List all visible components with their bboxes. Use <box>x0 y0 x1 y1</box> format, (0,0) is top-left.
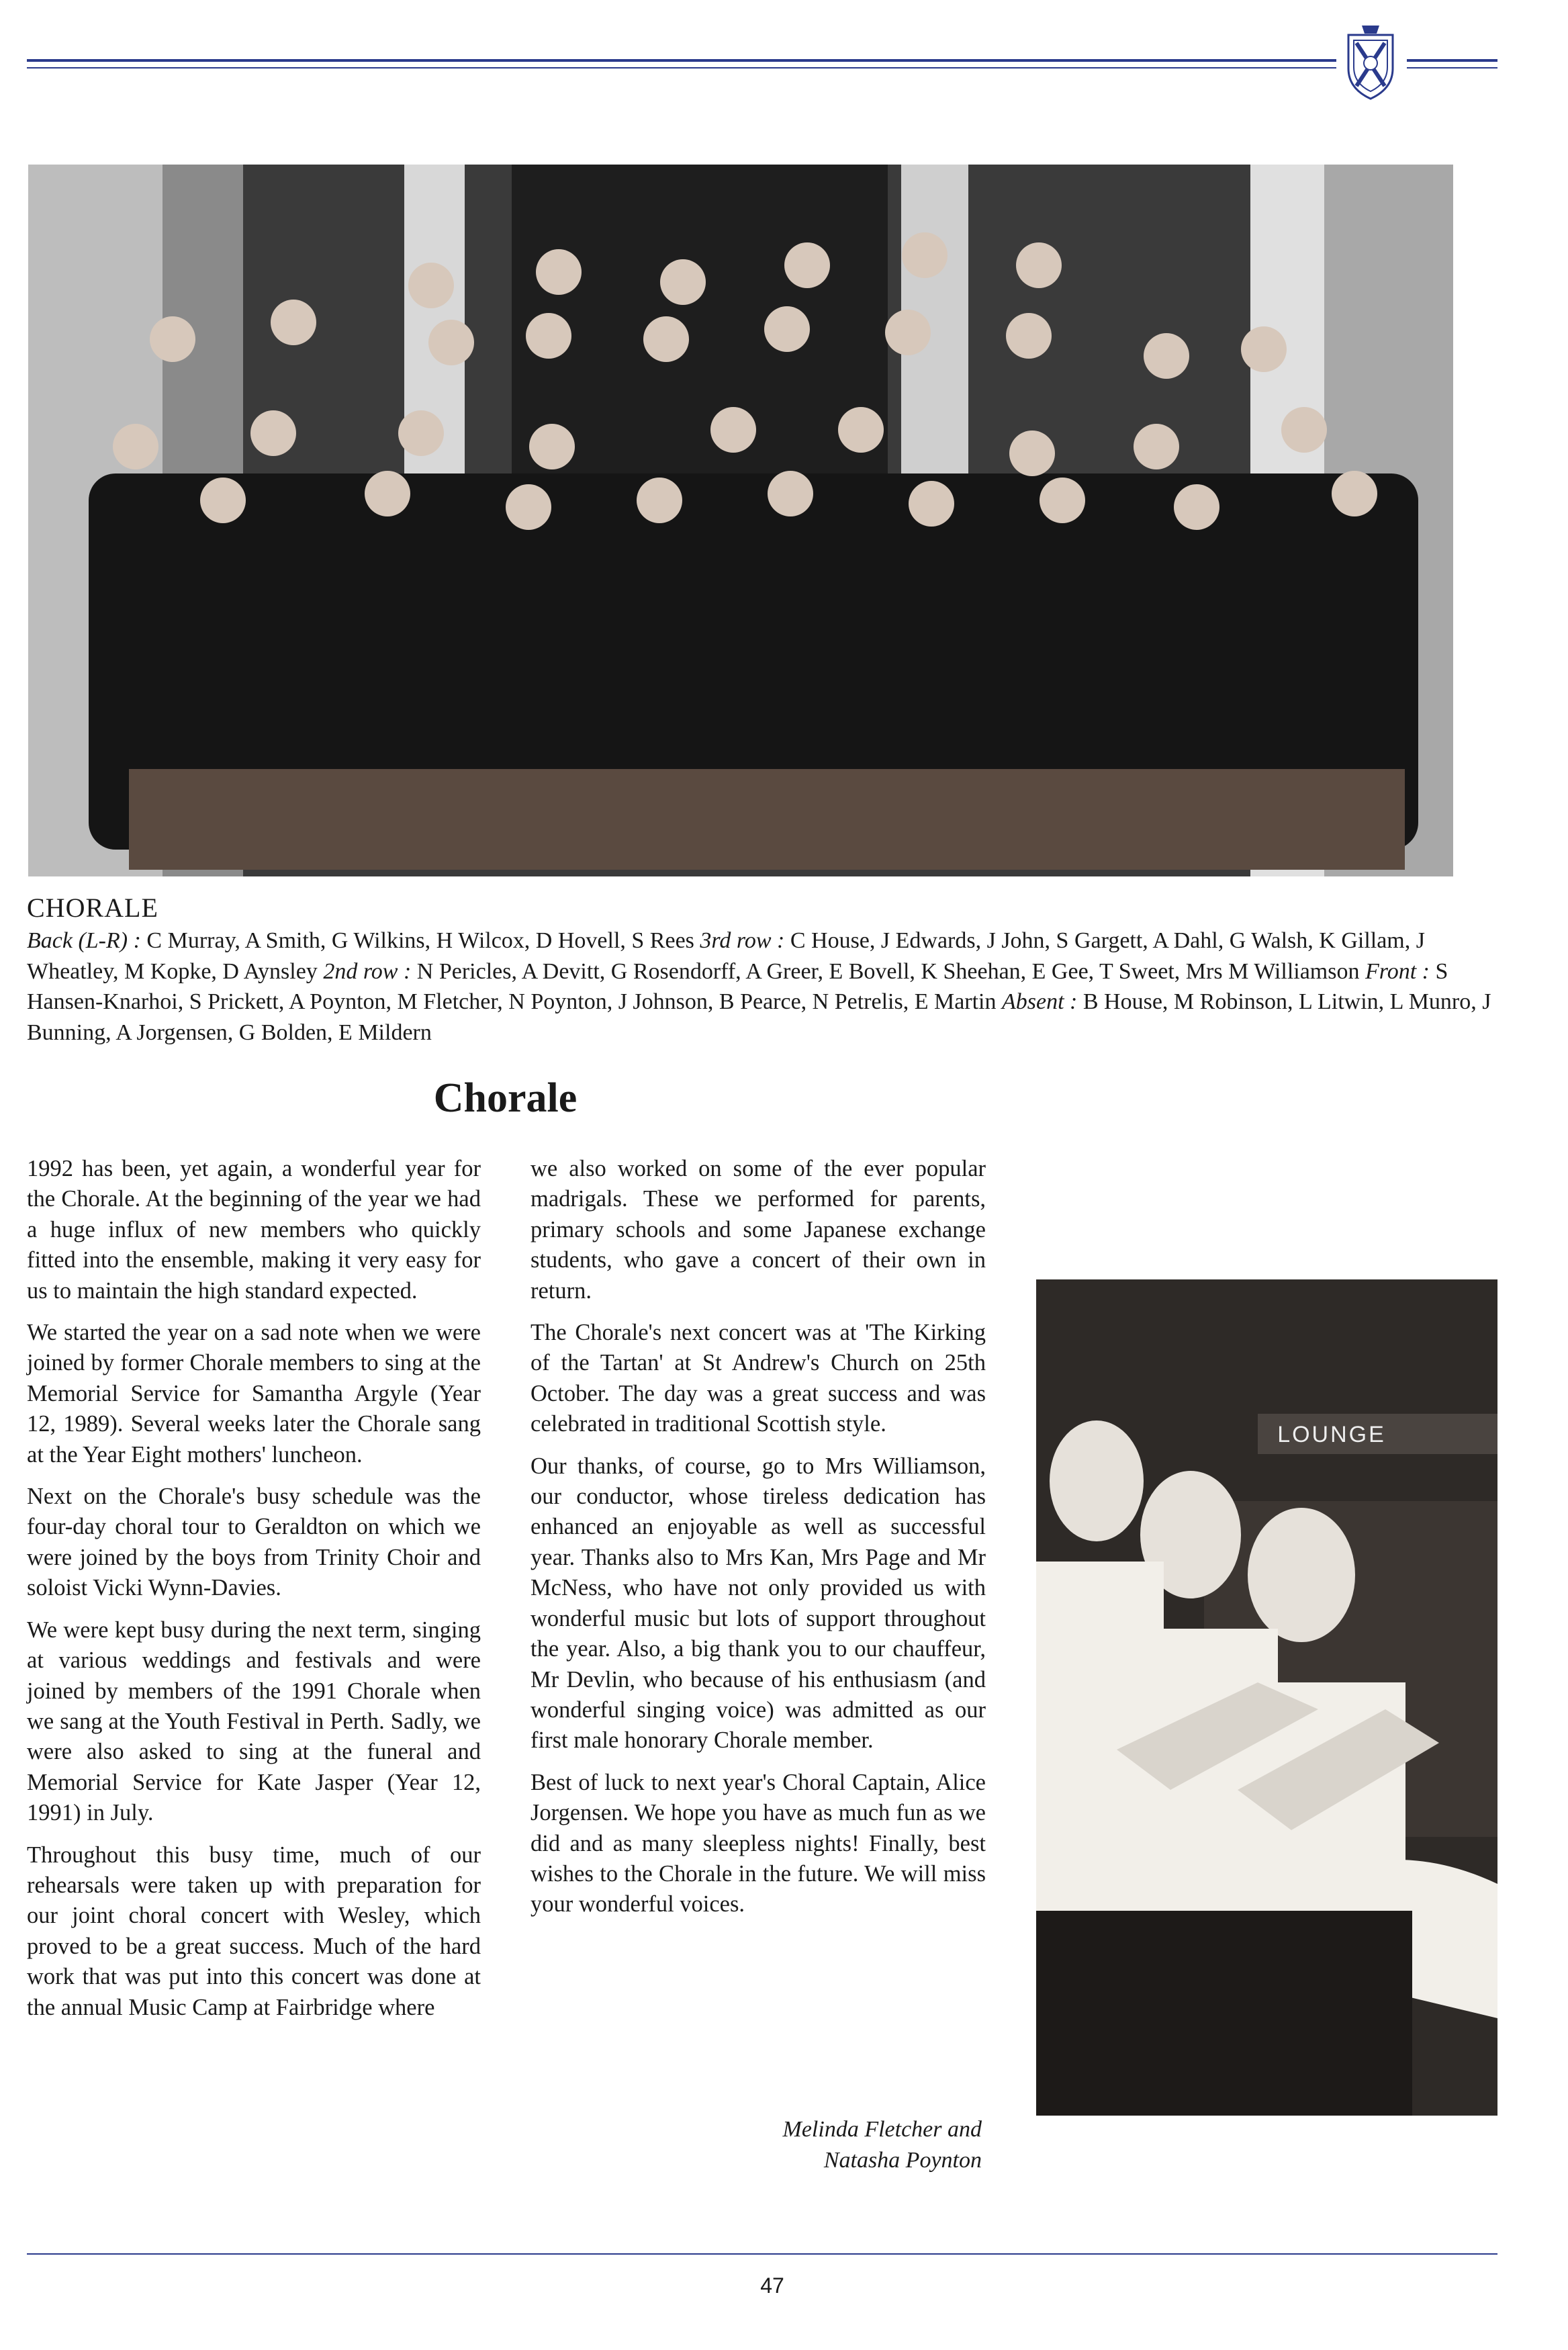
header-rule-right-bottom <box>1407 67 1497 69</box>
page-number: 47 <box>760 2273 784 2298</box>
article-authors <box>672 2114 982 2176</box>
school-crest-icon <box>1342 21 1399 102</box>
lounge-sign: LOUNGE <box>1277 1422 1386 1447</box>
paragraph: we also worked on some of the ever popular madrigals. These we performed for parents, primary schools and some Japanese exchange students, who gave a concert of their own in return. <box>531 1156 986 1304</box>
caption-label-back: Back (L-R) : <box>27 928 147 953</box>
caption-label-3rd: 3rd row : <box>700 928 790 953</box>
caption-label-absent: Absent : <box>1002 989 1083 1014</box>
caption-names-front: S Hansen-Knarhoi, S Prickett, A Poynton, M Fletcher, N Poynton, J Johnson, B Pearce, N Petrelis, E Martin <box>27 958 1448 1014</box>
rehearsal-photo <box>1036 1279 1497 2116</box>
paragraph: Throughout this busy time, much of our rehearsals were taken up with preparation for our joint choral concert with Wesley, which proved to be a great success. Much of the hard work that was put into this concert was done at the annual Music Camp at Fairbridge where <box>27 1842 481 2020</box>
header-rule-bottom <box>27 67 1336 69</box>
article-column-left <box>27 1154 481 2034</box>
caption-label-2nd: 2nd row : <box>323 958 417 984</box>
caption-names-back: C Murray, A Smith, G Wilkins, H Wilcox, D Hovell, S Rees <box>146 928 700 953</box>
paragraph: We started the year on a sad note when we were joined by former Chorale members to sing at the Memorial Service for Samantha Argyle (Year 12, 1989). Several weeks later the Chorale sang at the Year Eight mothers' luncheon. <box>27 1320 481 1467</box>
paragraph: We were kept busy during the next term, singing at various weddings and festivals and were joined by members of the 1991 Chorale when we sang at the Youth Festival in Perth. Sadly, we were also asked to sing at the funeral and Memorial Service for Kate Jasper (Year 12, 1991) in July. <box>27 1617 481 1826</box>
paragraph: 1992 has been, yet again, a wonderful year for the Chorale. At the beginning of the year we had a huge influx of new members who quickly fitted into the ensemble, making it very easy for us to maintain the high standard expected. <box>27 1156 481 1304</box>
caption-names-3rd: C House, J Edwards, J John, S Gargett, A Dahl, G Walsh, K Gillam, J Wheatley, M Kopke, D Aynsley <box>27 928 1425 984</box>
group-photo <box>28 165 1453 876</box>
paragraph: Next on the Chorale's busy schedule was the four-day choral tour to Geraldton on which we were joined by the boys from Trinity Choir and soloist Vicki Wynn-Davies. <box>27 1484 481 1601</box>
caption-names <box>27 925 1497 1048</box>
paragraph: Our thanks, of course, go to Mrs Williamson, our conductor, whose tireless dedication has enhanced an enjoyable as well as successful year. Thanks also to Mrs Kan, Mrs Page and Mr McNess, who have not only provided us with wonderful music but lots of support throughout the year. Also, a big thank you to our chauffeur, Mr Devlin, who because of his enthusiasm (and wonderful singing voice) was admitted as our first male honorary Chorale member. <box>531 1453 986 1754</box>
author-line-2: Natasha Poynton <box>823 2148 982 2173</box>
article-column-right <box>531 1154 986 1932</box>
paragraph: Best of luck to next year's Choral Captain, Alice Jorgensen. We hope you have as much fun as we did and as many sleepless nights! Finally, best wishes to the Chorale in the future. We will miss your wonderful voices. <box>531 1769 986 1917</box>
article-title: Chorale <box>433 1075 578 1121</box>
caption-title: CHORALE <box>27 893 158 923</box>
header-rule-top <box>27 59 1336 62</box>
footer-rule <box>27 2253 1497 2255</box>
header-rule-right <box>1407 59 1497 62</box>
paragraph: The Chorale's next concert was at 'The Kirking of the Tartan' at St Andrew's Church on 25th October. The day was a great success and was celebrated in traditional Scottish style. <box>531 1320 986 1437</box>
caption-names-2nd: N Pericles, A Devitt, G Rosendorff, A Greer, E Bovell, K Sheehan, E Gee, T Sweet, Mrs M Williamson <box>416 958 1365 984</box>
caption-names-absent: B House, M Robinson, L Litwin, L Munro, J Bunning, A Jorgensen, G Bolden, E Mildern <box>27 989 1491 1045</box>
caption-label-front: Front : <box>1365 958 1436 984</box>
author-line-1: Melinda Fletcher and <box>782 2117 982 2142</box>
